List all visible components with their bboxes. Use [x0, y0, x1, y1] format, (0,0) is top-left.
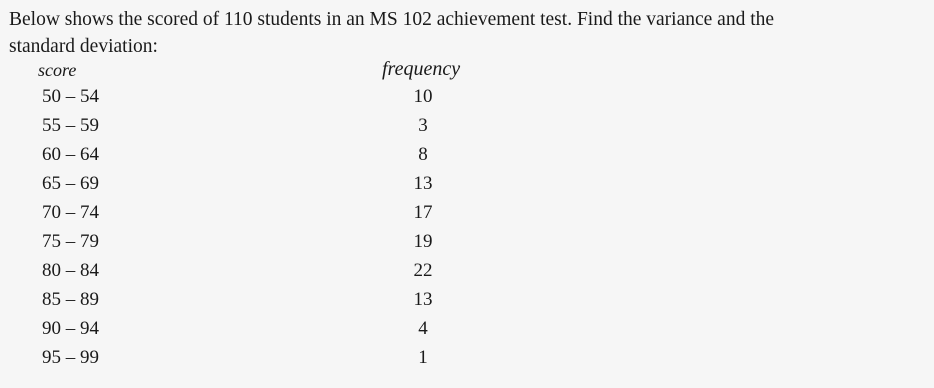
problem-statement — [9, 6, 924, 60]
table-row — [38, 289, 498, 318]
table-row — [38, 115, 498, 144]
score-cell: 60 – 64 — [42, 144, 99, 165]
table-row — [38, 202, 498, 231]
score-cell: 50 – 54 — [42, 86, 99, 107]
table-row — [38, 318, 498, 347]
frequency-cell: 8 — [418, 144, 428, 165]
frequency-cell: 3 — [418, 115, 428, 136]
frequency-cell: 19 — [413, 231, 433, 252]
score-cell: 80 – 84 — [42, 260, 99, 281]
frequency-cell: 13 — [413, 173, 433, 194]
frequency-cell: 1 — [418, 347, 428, 368]
table-header — [38, 58, 498, 86]
problem-line-1: Below shows the scored of 110 students in an MS 102 achievement test. Find the variance and the — [9, 9, 775, 30]
frequency-table — [38, 58, 498, 376]
frequency-cell: 4 — [418, 318, 428, 339]
problem-line-2: standard deviation: — [9, 36, 158, 57]
table-row — [38, 86, 498, 115]
frequency-cell: 17 — [413, 202, 433, 223]
score-cell: 85 – 89 — [42, 289, 99, 310]
score-cell: 70 – 74 — [42, 202, 99, 223]
table-row — [38, 144, 498, 173]
score-cell: 90 – 94 — [42, 318, 99, 339]
table-row — [38, 260, 498, 289]
frequency-cell: 13 — [413, 289, 433, 310]
frequency-cell: 10 — [413, 86, 433, 107]
frequency-column-header: frequency — [382, 58, 461, 80]
score-cell: 75 – 79 — [42, 231, 99, 252]
frequency-cell: 22 — [413, 260, 433, 281]
score-cell: 65 – 69 — [42, 173, 99, 194]
score-cell: 95 – 99 — [42, 347, 99, 368]
score-cell: 55 – 59 — [42, 115, 99, 136]
table-row — [38, 173, 498, 202]
table-row — [38, 231, 498, 260]
score-column-header: score — [38, 60, 77, 80]
table-row — [38, 347, 498, 376]
